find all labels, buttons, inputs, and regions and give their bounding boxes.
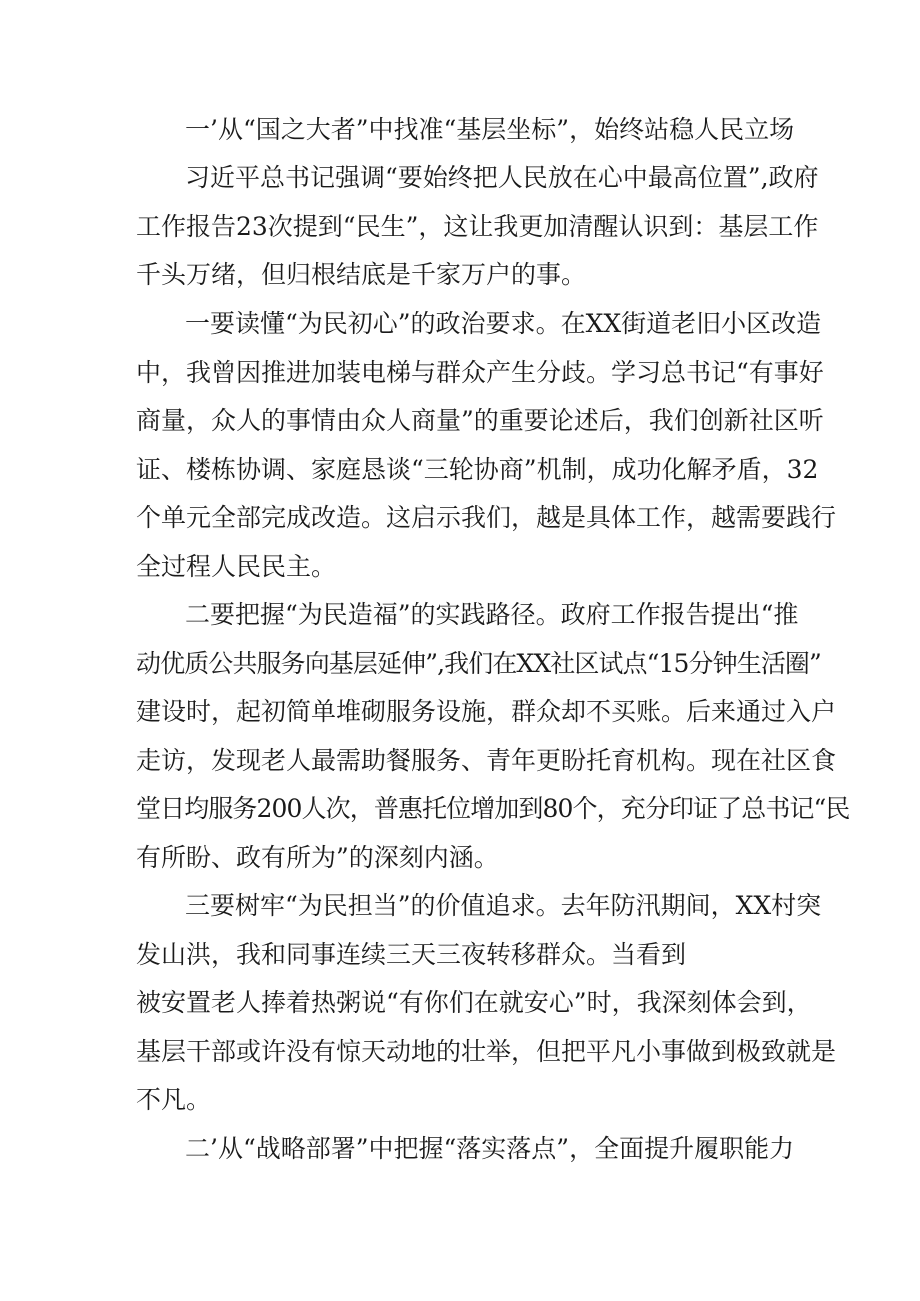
paragraph-line: 发山洪，我和同事连续三天三夜转移群众。当看到: [136, 940, 687, 969]
paragraph-line: 被安置老人捧着热粥说“有你们在就安心”时，我深刻体会到，: [136, 988, 812, 1017]
paragraph-line: 证、楼栋协调、家庭恳谈“三轮协商”机制，成功化解矛盾，32: [136, 455, 819, 484]
paragraph-line: 建设时，起初简单堆砌服务设施，群众却不买账。后来通过入户: [136, 697, 837, 726]
section-heading-1: 一’从“国之大者”中找准“基层坐标”，始终站稳人民立场: [185, 115, 795, 144]
paragraph-line: 个单元全部完成改造。这启示我们，越是具体工作，越需要践行: [136, 503, 837, 532]
paragraph-line: 走访，发现老人最需助餐服务、青年更盼托育机构。现在社区食: [136, 746, 837, 775]
paragraph-line: 不凡。: [136, 1085, 212, 1114]
paragraph-line: 一要读懂“为民初心”的政治要求。在XX街道老旧小区改造: [185, 309, 822, 338]
paragraph-line: 全过程人民民主。: [136, 552, 337, 581]
paragraph-line: 基层干部或许没有惊天动地的壮举，但把平凡小事做到极致就是: [136, 1037, 837, 1066]
paragraph-line: 商量，众人的事情由众人商量”的重要论述后，我们创新社区听: [136, 406, 824, 435]
paragraph-line: 中，我曾因推进加装电梯与群众产生分歧。学习总书记“有事好: [136, 358, 824, 387]
paragraph-line: 堂日均服务200人次，普惠托位增加到80个，充分印证了总书记“民: [136, 794, 850, 823]
paragraph-line: 有所盼、政有所为”的深刻内涵。: [136, 843, 499, 872]
paragraph-line: 千头万绪，但归根结底是千家万户的事。: [136, 260, 587, 289]
paragraph-line: 三要树牢“为民担当”的价值追求。去年防汛期间，XX村突: [185, 891, 822, 920]
section-heading-2: 二’从“战略部署”中把握“落实落点”，全面提升履职能力: [185, 1134, 795, 1163]
paragraph-line: 工作报告23次提到“民生”，这让我更加清醒认识到：基层工作: [136, 212, 819, 241]
paragraph-line: 二要把握“为民造福”的实践路径。政府工作报告提出“推: [185, 600, 799, 629]
paragraph-line: 动优质公共服务向基层延伸”,我们在XX社区试点“15分钟生活圈”: [136, 649, 821, 678]
paragraph-line: 习近平总书记强调“要始终把人民放在心中最高位置”,政府: [185, 163, 819, 192]
